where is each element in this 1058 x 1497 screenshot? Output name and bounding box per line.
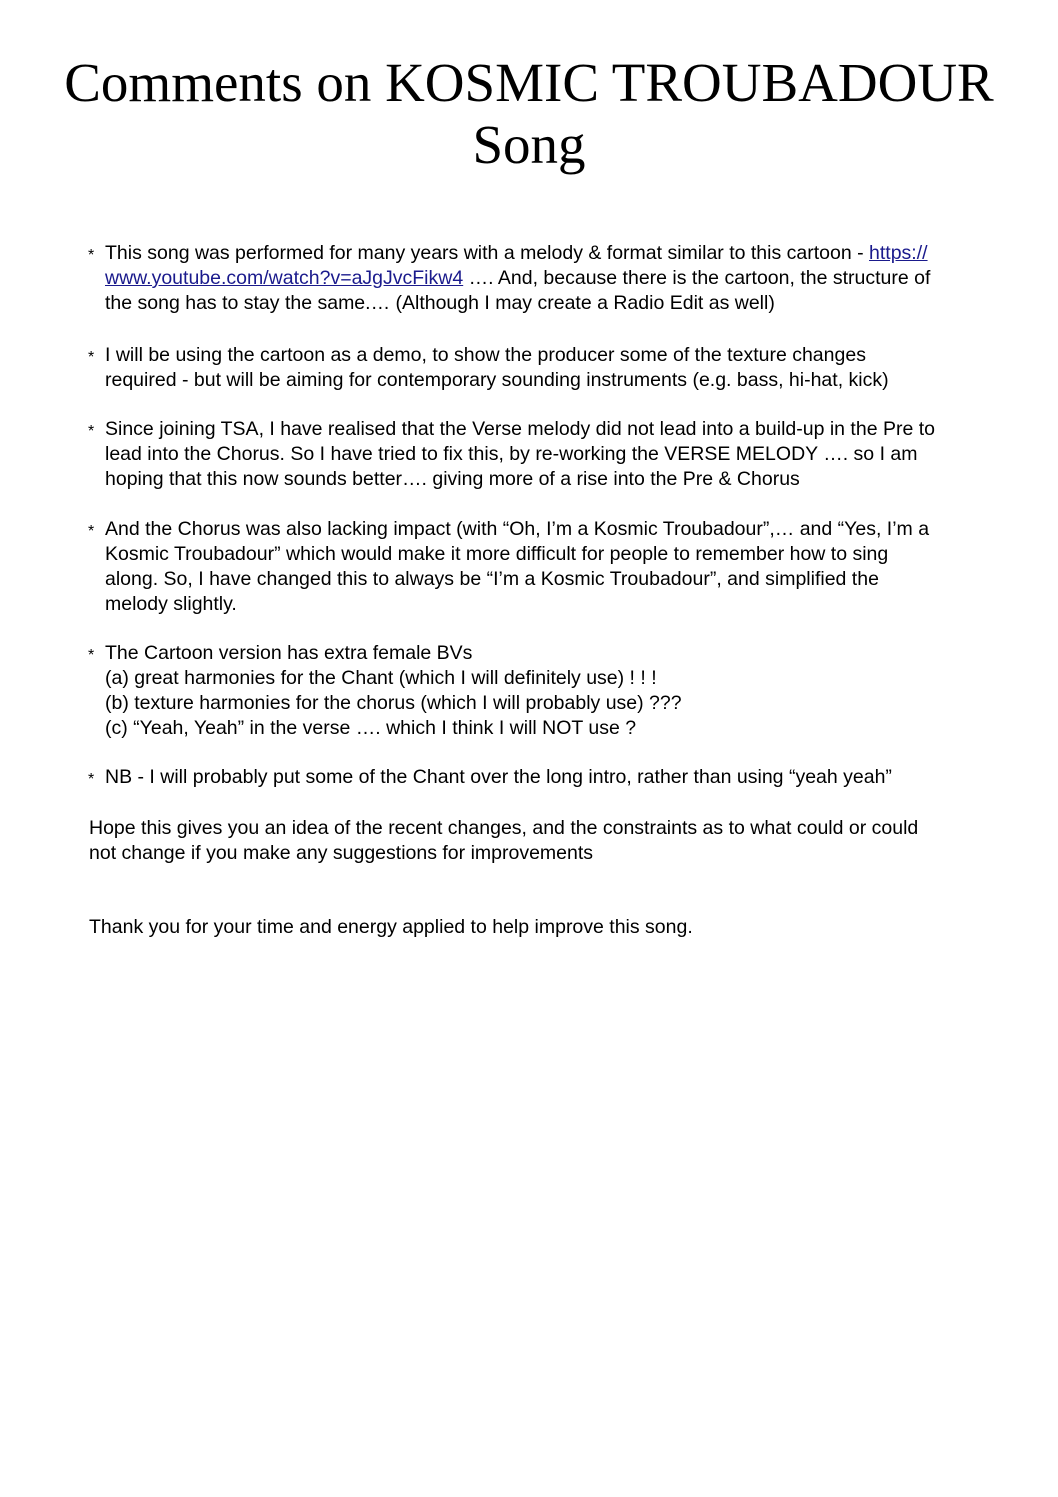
bullet-marker: * — [88, 523, 95, 540]
bullet-marker: * — [88, 771, 95, 788]
thanks-paragraph — [89, 915, 1029, 940]
text-line: And the Chorus was also lacking impact (with “Oh, I’m a Kosmic Troubadour”,… and “Yes, I’m a — [105, 518, 930, 540]
text-line: (c) “Yeah, Yeah” in the verse …. which I think I will NOT use ? — [105, 717, 637, 739]
text-line: melody slightly. — [105, 593, 237, 615]
bullet-marker: * — [88, 247, 95, 264]
text-line: hoping that this now sounds better…. giving more of a rise into the Pre & Chorus — [105, 468, 800, 490]
text-line: Kosmic Troubadour” which would make it more difficult for people to remember how to sing — [105, 543, 889, 565]
bullet-item-text — [105, 517, 1025, 617]
text-segment: …. And, because there is the cartoon, the structure of — [463, 267, 931, 289]
text-line — [105, 241, 1025, 266]
page-title — [40, 52, 1018, 176]
youtube-link-part-1[interactable]: https:// — [869, 242, 928, 264]
text-line: (b) texture harmonies for the chorus (which I will probably use) ??? — [105, 692, 682, 714]
bullet-item-text — [105, 765, 1025, 790]
text-segment: This song was performed for many years with a melody & format similar to this cartoon - — [105, 242, 870, 264]
text-line: I will be using the cartoon as a demo, to show the producer some of the texture changes — [105, 344, 866, 366]
text-line — [105, 266, 1025, 291]
bullet-item-text — [105, 241, 1025, 316]
youtube-link-part-2[interactable]: www.youtube.com/watch?v=aJgJvcFikw4 — [105, 267, 464, 289]
text-line: the song has to stay the same.… (Although I may create a Radio Edit as well) — [105, 292, 775, 314]
text-line: required - but will be aiming for contemporary sounding instruments (e.g. bass, hi-hat, kick) — [105, 369, 889, 391]
text-line: (a) great harmonies for the Chant (which I will definitely use) ! ! ! — [105, 667, 657, 689]
bullet-item-text — [105, 417, 1025, 492]
bullet-item-text — [105, 641, 1025, 741]
title-line-2: Song — [472, 114, 586, 175]
title-line-1: Comments on KOSMIC TROUBADOUR — [64, 52, 994, 113]
text-line: Since joining TSA, I have realised that the Verse melody did not lead into a build-up in the Pre to — [105, 418, 935, 440]
text-line: along. So, I have changed this to always be “I’m a Kosmic Troubadour”, and simplified the — [105, 568, 879, 590]
text-line: The Cartoon version has extra female BVs — [105, 642, 473, 664]
bullet-marker: * — [88, 349, 95, 366]
text-line: not change if you make any suggestions for improvements — [89, 842, 594, 864]
bullet-marker: * — [88, 647, 95, 664]
text-line: lead into the Chorus. So I have tried to fix this, by re-working the VERSE MELODY …. so I am — [105, 443, 918, 465]
text-line: Thank you for your time and energy applied to help improve this song. — [89, 916, 693, 938]
closing-paragraph — [89, 816, 1029, 866]
bullet-item-text — [105, 343, 1025, 393]
text-line: Hope this gives you an idea of the recent changes, and the constraints as to what could or could — [89, 817, 919, 839]
bullet-marker: * — [88, 423, 95, 440]
text-line: NB - I will probably put some of the Chant over the long intro, rather than using “yeah yeah” — [105, 766, 892, 788]
